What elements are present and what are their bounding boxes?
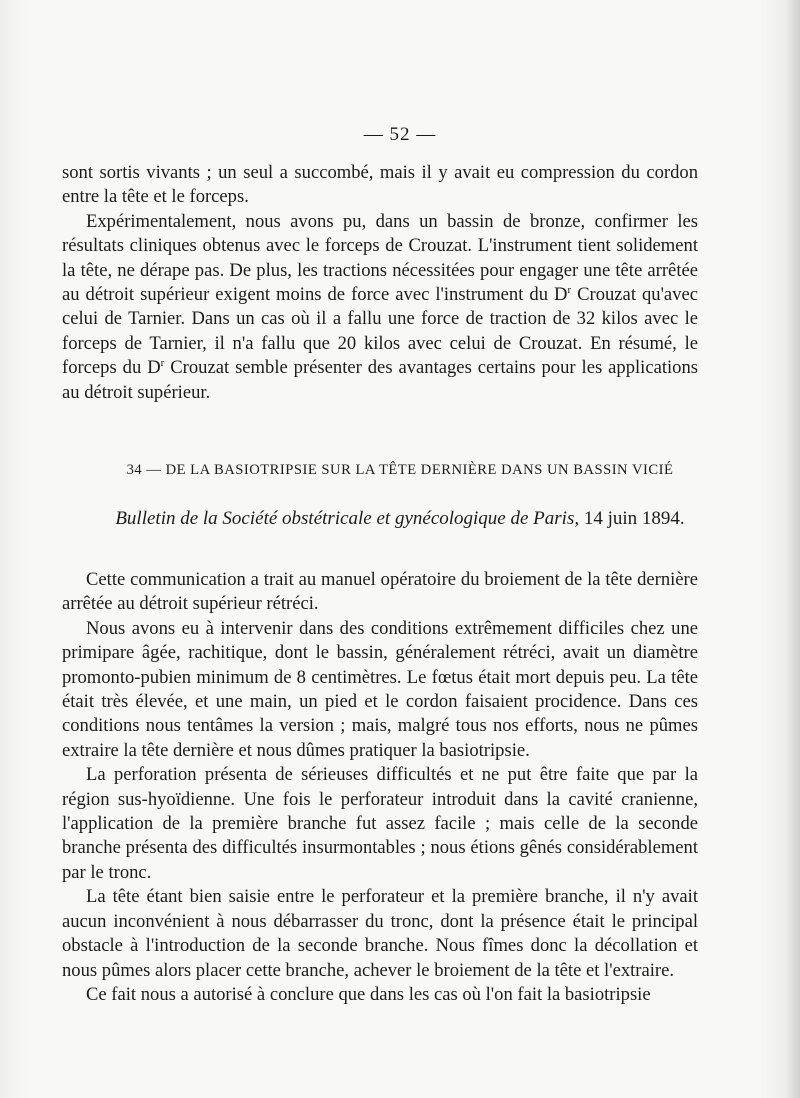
- intro-paragraph-2: [62, 210, 698, 405]
- section-heading: 34 — DE LA BASIOTRIPSIE SUR LA TÊTE DERNIÈRE DANS UN BASSIN VICIÉ: [126, 462, 674, 478]
- body-paragraph-4: La tête étant bien saisie entre le perforateur et la première branche, il n'y avait aucun inconvénient à nous débarrasser du tronc, dont la présence était le principal obstacle à l'introduction de la seconde branche. Nous fîmes donc la décollation et nous pûmes alors placer cette branche, achever le broiement de la tête et l'extraire.: [62, 886, 698, 981]
- intro-paragraph-2-part-c: Crouzat semble présenter des avantages certains pour les applications au détroit supérieur.: [62, 357, 698, 403]
- body-paragraph-1: Cette communication a trait au manuel opératoire du broiement de la tête dernière arrêtée au détroit supérieur rétréci.: [62, 569, 698, 615]
- citation-journal: Bulletin de la Société obstétricale et gynécologique de Paris,: [115, 508, 580, 529]
- intro-paragraph-2-part-b: Crouzat qu'avec celui de Tarnier. Dans un cas où il a fallu une force de traction de 32 kilos avec le forceps de Tarnier, il n'a fallu que 20 kilos avec celui de Crouzat. En résumé, le forceps du D: [62, 284, 698, 379]
- section-citation: [0, 508, 800, 530]
- intro-paragraph-1: sont sortis vivants ; un seul a succombé, mais il y avait eu compression du cordon entre la tête et le forceps.: [62, 162, 698, 208]
- intro-text-block: [62, 161, 698, 405]
- doctor-abbrev-sup-2: r: [160, 357, 165, 370]
- body-text-block: [62, 568, 698, 1007]
- intro-paragraph-2-part-a: Expérimentalement, nous avons pu, dans un bassin de bronze, confirmer les résultats cliniques obtenus avec le forceps de Crouzat. L'instrument tient solidement la tête, ne dérape pas. De plus, les tractions nécessitées pour engager une tête arrêtée au détroit supérieur exigent moins de force avec l'instrument du D: [62, 210, 698, 306]
- page-edge-shadow: [786, 0, 800, 1098]
- page-number: — 52 —: [363, 124, 437, 145]
- body-paragraph-5: Ce fait nous a autorisé à conclure que dans les cas où l'on fait la basiotripsie: [86, 983, 651, 1005]
- body-paragraph-3: La perforation présenta de sérieuses difficultés et ne put être faite que par la région sus-hyoïdienne. Une fois le perforateur introduit dans la cavité cranienne, l'application de la première branche fut assez facile ; mais celle de la seconde branche présenta des difficultés insurmontables ; nous étions gênés considérablement par le tronc.: [62, 764, 698, 883]
- body-paragraph-2: Nous avons eu à intervenir dans des conditions extrêmement difficiles chez une primipare âgée, rachitique, dont le bassin, généralement rétréci, avait un diamètre promonto-pubien minimum de 8 centimètres. Le fœtus était mort depuis peu. La tête était très élevée, et une main, un pied et le cordon faisaient procidence. Dans ces conditions nous tentâmes la version ; mais, malgré tous nos efforts, nous ne pûmes extraire la tête dernière et nous dûmes pratiquer la basiotripsie.: [62, 617, 698, 761]
- citation-date: 14 juin 1894.: [579, 508, 685, 529]
- doctor-abbrev-sup-1: r: [567, 283, 572, 296]
